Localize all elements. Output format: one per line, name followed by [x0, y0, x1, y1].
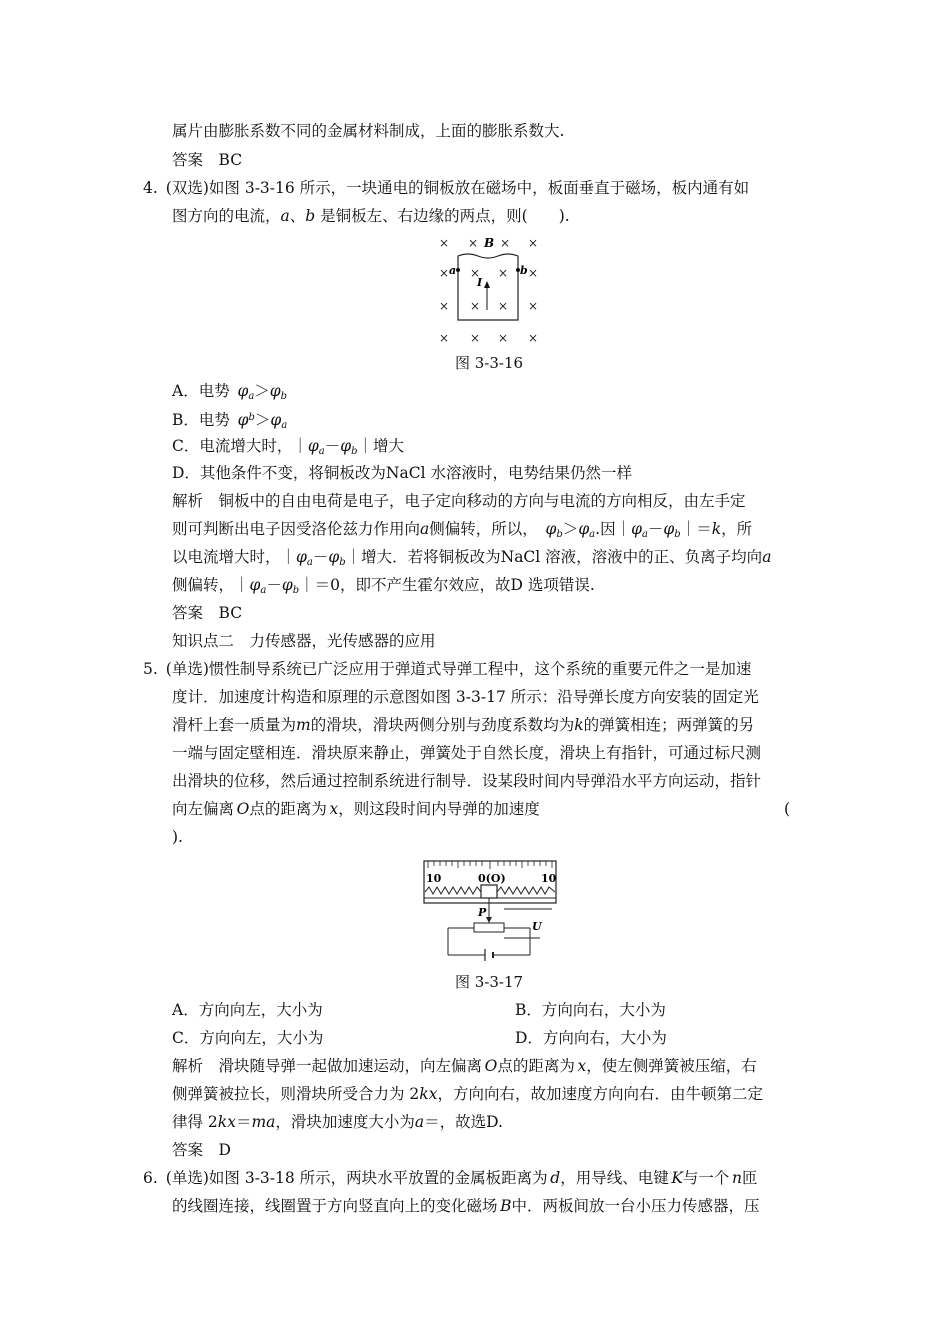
question-5-line-5: 出滑块的位移，然后通过控制系统进行制导．设某段时间内导弹沿水平方向运动，指针: [172, 772, 762, 790]
figure-3-3-17: [420, 858, 560, 968]
cross-mark: ×: [498, 331, 509, 345]
analysis-label: 解析: [172, 1057, 204, 1075]
stem-text: 与一个: [682, 1169, 730, 1187]
stem-text: 的弹簧相连；两弹簧的另: [583, 716, 755, 734]
label-I: I: [477, 276, 483, 289]
cross-mark: ×: [439, 331, 450, 345]
stem-text: 点的距离为: [249, 800, 327, 818]
label-b: b: [520, 264, 528, 277]
option-D: D．方向向右，大小为: [515, 1029, 667, 1047]
var-B: B: [500, 1197, 512, 1215]
answer-label: 答案: [172, 604, 204, 622]
scale-right: 10: [541, 872, 557, 885]
phi-symbol: φ: [307, 437, 319, 455]
analysis-text: －: [266, 576, 282, 594]
stem-text: 、: [289, 207, 306, 225]
analysis-text: ＞: [562, 520, 579, 538]
answer-label: 答案: [172, 1141, 204, 1159]
cross-mark: ×: [470, 331, 481, 345]
analysis-text: 侧弹簧被拉长，则滑块所受合力为 2: [172, 1085, 420, 1103]
scale-mid: 0(O): [478, 872, 506, 885]
subscript: a: [641, 529, 648, 540]
analysis-line-2: [172, 519, 752, 545]
var-b: b: [305, 207, 316, 225]
subscript: a: [248, 391, 255, 402]
option-B: B．方向向右，大小为: [515, 1001, 666, 1019]
subscript: b: [556, 529, 563, 540]
analysis-text: ＝，故选D.: [424, 1113, 503, 1131]
cross-mark: ×: [528, 236, 539, 250]
right-spring: [497, 887, 555, 894]
subscript: b: [674, 529, 681, 540]
pointer-head: [486, 917, 492, 923]
subscript: a: [589, 529, 596, 540]
var-kx: kx: [217, 1113, 236, 1131]
cross-mark: ×: [500, 236, 511, 250]
stem-text: ，则这段时间内导弹的加速度: [338, 800, 540, 818]
subscript: b: [339, 557, 346, 568]
stem-text: ，用导线、电键: [560, 1169, 669, 1187]
var-O: O: [236, 800, 250, 818]
option-C: C．方向向左，大小为: [172, 1029, 324, 1047]
analysis-text: 律得 2: [172, 1113, 218, 1131]
analysis-line-4: [172, 575, 595, 601]
stem-text: 如图 3-3-18 所示，两块水平放置的金属板距离为: [208, 1169, 548, 1187]
option-text: ｜增大: [357, 437, 404, 455]
question-5-line-1: [143, 659, 751, 679]
scale-left: 10: [426, 872, 442, 885]
question-tag: (双选): [165, 179, 209, 197]
cross-mark: ×: [528, 266, 539, 280]
answer-line: [172, 150, 242, 170]
analysis-line-2: [172, 1084, 763, 1104]
option-B: [172, 408, 287, 436]
analysis-line-3: [172, 547, 771, 573]
superscript: b: [248, 412, 255, 423]
answer-line: [172, 603, 242, 623]
analysis-text: ，滑块加速度大小为: [275, 1113, 415, 1131]
analysis-text: －: [312, 548, 329, 566]
potentiometer: [474, 923, 504, 932]
phi-symbol: φ: [545, 520, 557, 538]
option-A: A．方向向左，大小为: [172, 1001, 323, 1019]
subscript: a: [260, 585, 267, 596]
phi-symbol: φ: [631, 520, 642, 538]
subscript: b: [280, 391, 288, 402]
subscript: a: [281, 420, 288, 431]
cross-mark: ×: [439, 299, 450, 313]
phi-symbol: φ: [340, 437, 352, 455]
question-stem: 如图 3-3-16 所示，一块通电的铜板放在磁场中，板面垂直于磁场，板内通有如: [208, 179, 750, 197]
var-n: n: [732, 1169, 743, 1187]
analysis-label: 解析: [172, 492, 204, 510]
analysis-text: ｜＝: [680, 520, 712, 538]
analysis-text: ，使左侧弹簧被压缩，右: [586, 1057, 757, 1075]
answer-paren-open: (: [784, 800, 791, 818]
question-number: 5.: [143, 660, 158, 678]
option-text: C．电流增大时，｜: [172, 437, 308, 455]
phi-symbol: φ: [249, 576, 261, 594]
phi-symbol: φ: [269, 382, 281, 400]
analysis-text: ｜＝0，即不产生霍尔效应，故D 选项错误.: [299, 576, 595, 594]
figure-3-3-16: [430, 232, 550, 350]
question-number: 4.: [143, 179, 158, 197]
subscript: b: [292, 585, 300, 596]
cross-mark: ×: [468, 236, 479, 250]
option-text: ＞: [254, 411, 271, 429]
var-d: d: [550, 1169, 561, 1187]
cross-mark: ×: [470, 266, 481, 280]
phi-symbol: φ: [237, 411, 249, 429]
stem-text: 的滑块，滑块两侧分别与劲度系数均为: [310, 716, 575, 734]
analysis-text: ＝: [235, 1113, 252, 1131]
cross-mark: ×: [439, 266, 450, 280]
var-m: m: [296, 716, 311, 734]
analysis-text: 侧偏转，｜: [172, 576, 250, 594]
analysis-text: ｜增大．若将铜板改为NaCl 溶液，溶液中的正、负离子均向: [345, 548, 763, 566]
figure-caption: 图 3-3-16: [455, 354, 524, 372]
paragraph-line: 属片由膨胀系数不同的金属材料制成，上面的膨胀系数大.: [172, 122, 565, 140]
analysis-text: －: [647, 520, 664, 538]
label-a: a: [449, 264, 457, 277]
analysis-text: 侧偏转，所以，: [429, 520, 538, 538]
analysis-text: ，方向向右，故加速度方向向右．由牛顿第二定: [437, 1085, 763, 1103]
question-stem: 惯性制导系统已广泛应用于弹道式导弹工程中，这个系统的重要元件之一是加速: [208, 660, 752, 678]
answer-value: D: [218, 1141, 231, 1159]
stem-text: 匝: [742, 1169, 758, 1187]
analysis-text: ，所: [721, 520, 753, 538]
answer-line: [172, 1140, 231, 1160]
slider-block: [481, 885, 497, 898]
subscript: a: [306, 557, 313, 568]
analysis-line-1: [172, 1056, 757, 1076]
var-a: a: [280, 207, 290, 225]
option-D: D．其他条件不变，将铜板改为NaCl 水溶液时，电势结果仍然一样: [172, 464, 632, 482]
label-B: B: [484, 236, 495, 250]
answer-label: 答案: [172, 151, 204, 169]
left-spring: [425, 887, 481, 894]
var: a: [420, 520, 430, 538]
cross-mark: ×: [439, 236, 450, 250]
point-a-dot: [456, 268, 460, 272]
var: k: [711, 520, 722, 538]
phi-symbol: φ: [578, 520, 590, 538]
label-U: U: [532, 920, 542, 933]
phi-symbol: φ: [296, 548, 307, 566]
question-5-line-7: ).: [172, 828, 183, 846]
analysis-line-3: [172, 1112, 503, 1132]
analysis-line-1: [172, 491, 746, 511]
var-x: x: [329, 800, 339, 818]
question-number: 6.: [143, 1169, 158, 1187]
analysis-text: 以电流增大时，｜: [172, 548, 297, 566]
question-4-line-1: [143, 178, 749, 198]
question-6-line-2: [172, 1196, 760, 1216]
stem-text: 的线圈连接，线圈置于方向竖直向上的变化磁场: [172, 1197, 498, 1215]
option-A: [172, 381, 287, 407]
phi-symbol: φ: [270, 411, 282, 429]
stem-text: 向左偏离: [172, 800, 235, 818]
cross-mark: ×: [528, 299, 539, 313]
var: a: [762, 548, 772, 566]
answer-value: BC: [218, 151, 243, 169]
option-text: A．电势: [172, 382, 230, 400]
question-5-line-4: 一端与固定壁相连．滑块原来静止，弹簧处于自然长度，滑块上有指针，可通过标尺测: [172, 744, 762, 762]
analysis-text: 则可判断出电子因受洛伦兹力作用向: [172, 520, 421, 538]
var-ma: ma: [251, 1113, 276, 1131]
var-kx: kx: [419, 1085, 438, 1103]
var-a: a: [414, 1113, 425, 1131]
option-text: －: [324, 437, 341, 455]
current-arrow-head: [484, 281, 490, 288]
phi-symbol: φ: [281, 576, 293, 594]
cross-mark: ×: [498, 299, 509, 313]
analysis-text: .因｜: [595, 520, 632, 538]
stem-text: 是铜板左、右边缘的两点，则( ).: [315, 207, 570, 225]
phi-symbol: φ: [237, 382, 249, 400]
cross-mark: ×: [528, 331, 539, 345]
stem-text: 图方向的电流，: [172, 207, 281, 225]
phi-symbol: φ: [328, 548, 340, 566]
option-text: B．电势: [172, 411, 230, 429]
subscript: a: [318, 446, 325, 457]
option-text: ＞: [254, 382, 270, 400]
var-K: K: [671, 1169, 683, 1187]
section-heading: 知识点二 力传感器，光传感器的应用: [172, 632, 436, 650]
var-k: k: [574, 716, 584, 734]
stem-text: 滑杆上套一质量为: [172, 716, 297, 734]
subscript: b: [351, 446, 358, 457]
option-C: [172, 436, 404, 462]
question-5-line-6: [172, 799, 540, 819]
cross-mark: ×: [470, 299, 481, 313]
var-x: x: [577, 1057, 587, 1075]
question-5-line-2: 度计．加速度计构造和原理的示意图如图 3-3-17 所示：沿导弹长度方向安装的固定光: [172, 688, 759, 706]
answer-value: BC: [218, 604, 243, 622]
phi-symbol: φ: [663, 520, 675, 538]
figure-caption: 图 3-3-17: [455, 973, 524, 991]
question-6-line-1: [143, 1168, 758, 1188]
question-4-line-2: [172, 206, 570, 226]
analysis-text: 铜板中的自由电荷是电子，电子定向移动的方向与电流的方向相反，由左手定: [218, 492, 746, 510]
analysis-text: 点的距离为: [497, 1057, 575, 1075]
ruler-ticks: [428, 861, 552, 869]
label-P: P: [478, 906, 487, 919]
cross-mark: ×: [498, 266, 509, 280]
question-tag: (单选): [165, 660, 209, 678]
stem-text: 中．两板间放一台小压力传感器，压: [511, 1197, 760, 1215]
question-tag: (单选): [165, 1169, 209, 1187]
var-O: O: [484, 1057, 498, 1075]
analysis-text: 滑块随导弹一起做加速运动，向左偏离: [218, 1057, 483, 1075]
question-5-line-3: [172, 715, 754, 735]
